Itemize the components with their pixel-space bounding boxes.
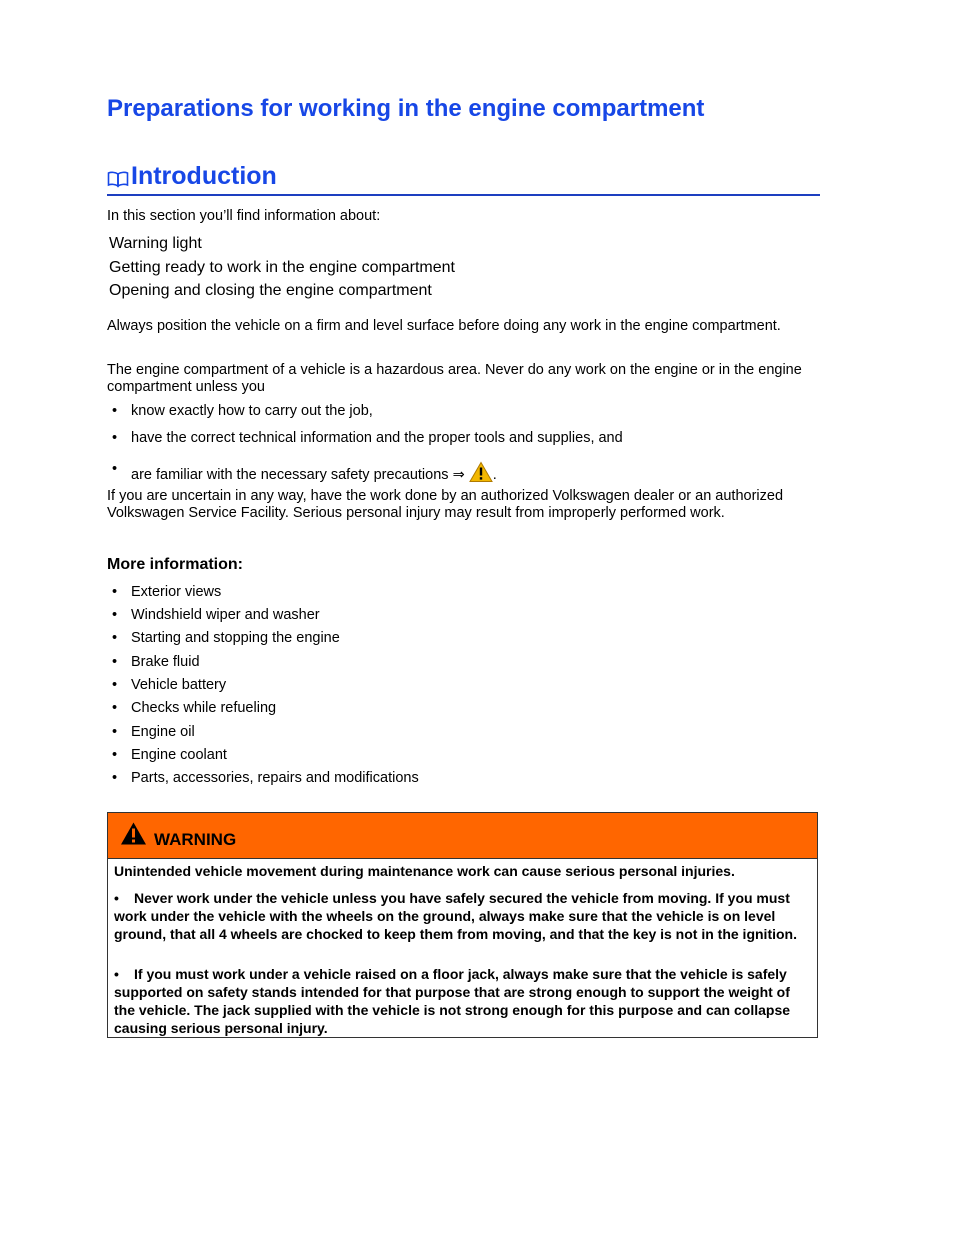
warning-point: • Never work under the vehicle unless you have safely secured the vehicle from moving. If you must work under the vehicle with the wheels on the ground, always make sure that the vehicle is on level ground, that all 4 wheels are chocked to keep them from moving, and that the key is not in the ignition. bbox=[114, 890, 797, 942]
paragraph-hazardous-area: The engine compartment of a vehicle is a hazardous area. Never do any work on the engine or in the engine compartment unless you bbox=[107, 362, 802, 395]
paragraph-uncertain: If you are uncertain in any way, have the work done by an authorized Volkswagen dealer or an authorized Volkswagen Service Facility. Serious personal injury may result from improperly performed work. bbox=[107, 488, 784, 521]
intro-lead: In this section you’ll find information about: bbox=[107, 208, 381, 224]
warning-title: WARNING bbox=[154, 830, 237, 849]
warning-header bbox=[108, 813, 817, 859]
warning-point: • If you must work under a vehicle raised on a floor jack, always make sure that the vehicle is safely supported on safety stands intended for that purpose that are strong enough to support the weight of the vehicle. The jack supplied with the vehicle is not strong enough for this purpose and can collapse causing serious personal injury. bbox=[114, 966, 791, 1036]
link-warning-light[interactable]: Warning light bbox=[109, 235, 202, 252]
book-icon bbox=[107, 170, 129, 188]
link-getting-ready[interactable]: Getting ready to work in the engine compartment bbox=[109, 259, 455, 276]
page-title: Preparations for working in the engine compartment bbox=[107, 95, 705, 122]
alert-icon bbox=[120, 821, 147, 846]
condition-end: . bbox=[492, 467, 497, 483]
warning-box bbox=[107, 812, 818, 1038]
section-title: Introduction bbox=[131, 162, 277, 190]
paragraph-firm-surface: Always position the vehicle on a firm and level surface before doing any work in the engine compartment. bbox=[107, 318, 781, 334]
warning-lead: Unintended vehicle movement during maintenance work can cause serious personal injuries. bbox=[114, 863, 735, 879]
more-info-heading: More information: bbox=[107, 556, 243, 573]
link-opening-closing[interactable]: Opening and closing the engine compartment bbox=[109, 282, 432, 299]
condition-text: are familiar with the necessary safety precautions ⇒ bbox=[131, 467, 465, 483]
warning-triangle-icon[interactable] bbox=[469, 461, 493, 483]
section-header bbox=[107, 162, 820, 196]
